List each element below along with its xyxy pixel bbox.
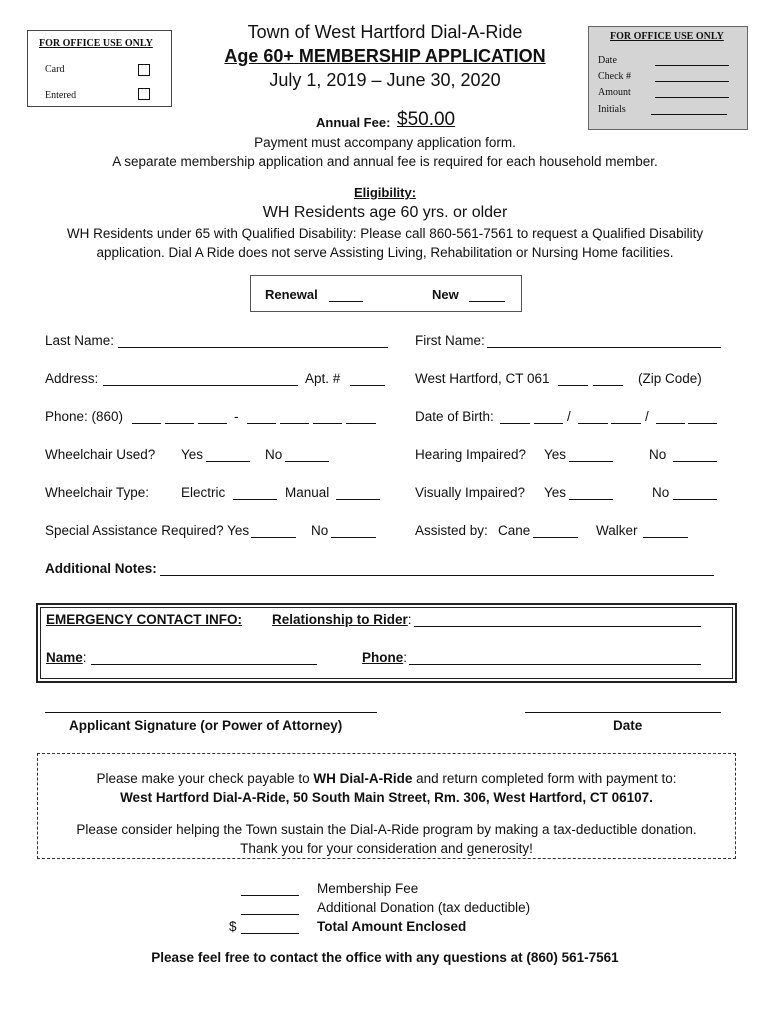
relationship-label: Relationship to Rider [272,612,408,627]
wheelchair-used-label: Wheelchair Used? [45,447,156,462]
dob-label: Date of Birth: [415,409,494,424]
assisted-by-label: Assisted by: [415,523,488,538]
dob-slash-2: / [645,409,649,424]
emergency-name-field[interactable] [91,650,317,665]
wheelchair-type-label: Wheelchair Type: [45,485,150,500]
annual-fee-label: Annual Fee: [316,115,391,130]
dob-day-1[interactable] [578,409,608,424]
renewal-label: Renewal [265,287,318,302]
zip-label: (Zip Code) [638,371,702,386]
total-field[interactable] [241,919,299,934]
household-note: A separate membership application and annual fee is required for each household member. [112,154,658,169]
relationship-label-group [272,612,412,627]
payable-pre: Please make your check payable to [96,771,314,786]
phone-field-1[interactable] [132,409,161,424]
emergency-phone-label: Phone [362,650,404,665]
dollar-sign: $ [229,919,237,934]
office-date-label: Date [598,55,617,66]
visually-yes-field[interactable] [569,485,613,500]
signature-label: Applicant Signature (or Power of Attorney) [69,718,343,733]
emergency-contact-box [36,603,737,683]
walker-field[interactable] [643,523,688,538]
eligibility-text-1: WH Residents under 65 with Qualified Disability: Please call 860-561-7561 to request a Qualified Disability [66,226,704,241]
last-name-field[interactable] [118,333,388,348]
last-name-label: Last Name: [45,333,115,348]
phone-field-7[interactable] [346,409,376,424]
hearing-no-label: No [649,447,667,462]
cane-label: Cane [498,523,531,538]
wheelchair-used-no-label: No [265,447,283,462]
dob-slash-1: / [567,409,571,424]
payable-name: WH Dial-A-Ride [313,771,413,786]
additional-notes-field[interactable] [160,561,714,576]
form-title: Town of West Hartford Dial-A-Ride [247,22,523,42]
contact-footer: Please feel free to contact the office with any questions at (860) 561-7561 [151,950,619,965]
relationship-field[interactable] [414,612,701,627]
additional-notes-label: Additional Notes: [45,561,157,576]
office-entered-label: Entered [45,90,77,101]
apt-field[interactable] [350,371,385,386]
emergency-name-label: Name [46,650,83,665]
walker-label: Walker [596,523,638,538]
donation-request: Please consider helping the Town sustain the Dial-A-Ride program by making a tax-deductible donation. [76,822,697,837]
zip-field-2[interactable] [593,371,623,386]
emergency-phone-colon: : [403,650,408,665]
relationship-colon: : [407,612,412,627]
mailing-address: West Hartford Dial-A-Ride, 50 South Main Street, Rm. 306, West Hartford, CT 06107. [120,790,653,805]
phone-field-4[interactable] [247,409,276,424]
payment-instructions-box [37,753,736,859]
office-amount-label: Amount [598,87,631,98]
payable-post: and return completed form with payment to: [412,771,677,786]
payment-note: Payment must accompany application form. [254,135,516,150]
phone-field-3[interactable] [198,409,227,424]
phone-field-2[interactable] [165,409,194,424]
electric-field[interactable] [233,485,277,500]
manual-label: Manual [285,485,330,500]
membership-fee-label: Membership Fee [317,881,419,896]
first-name-field[interactable] [487,333,721,348]
new-blank[interactable] [469,287,505,302]
wheelchair-used-yes-field[interactable] [206,447,250,462]
wheelchair-used-no-field[interactable] [285,447,329,462]
office-initials-line[interactable] [651,114,727,115]
donation-field[interactable] [241,900,299,915]
emergency-heading: EMERGENCY CONTACT INFO: [46,612,243,627]
dob-year-2[interactable] [688,409,717,424]
address-label: Address: [45,371,99,386]
hearing-no-field[interactable] [673,447,717,462]
cane-field[interactable] [533,523,578,538]
thank-you-note: Thank you for your consideration and generosity! [240,841,533,856]
renewal-blank[interactable] [329,287,363,302]
annual-fee-value: $50.00 [397,109,456,130]
emergency-phone-label-group [362,650,407,665]
wheelchair-used-yes-label: Yes [181,447,204,462]
emergency-name-label-group [46,650,87,665]
phone-field-6[interactable] [313,409,342,424]
zip-field-1[interactable] [558,371,588,386]
special-yes-field[interactable] [251,523,296,538]
visually-yes-label: Yes [544,485,567,500]
form-subtitle: Age 60+ MEMBERSHIP APPLICATION [224,46,546,66]
donation-label: Additional Donation (tax deductible) [317,900,531,915]
dob-year-1[interactable] [656,409,685,424]
phone-label: Phone: (860) [45,409,124,424]
signature-line[interactable] [45,712,377,713]
form-date-range: July 1, 2019 – June 30, 2020 [269,70,501,90]
address-field[interactable] [103,371,298,386]
eligibility-subheading: WH Residents age 60 yrs. or older [262,204,508,221]
dob-day-2[interactable] [611,409,641,424]
first-name-label: First Name: [415,333,485,348]
office-initials-label: Initials [598,104,626,115]
renewal-new-box [250,275,522,312]
special-no-field[interactable] [331,523,376,538]
signature-date-line[interactable] [525,712,721,713]
office-amount-line[interactable] [655,97,729,98]
membership-fee-field[interactable] [241,881,299,896]
office-use-header: FOR OFFICE USE ONLY [39,38,153,49]
payable-line [38,771,735,786]
apt-label: Apt. # [305,371,341,386]
visually-no-field[interactable] [673,485,717,500]
city-state-label: West Hartford, CT 061 [415,371,550,386]
total-label: Total Amount Enclosed [317,919,467,934]
phone-dash: - [234,409,239,424]
phone-field-5[interactable] [280,409,309,424]
visually-no-label: No [652,485,670,500]
eligibility-text-2: application. Dial A Ride does not serve Assisting Living, Rehabilitation or Nursing Home facilities. [96,245,674,260]
hearing-impaired-label: Hearing Impaired? [415,447,527,462]
special-assistance-label: Special Assistance Required? Yes [45,523,250,538]
emergency-phone-field[interactable] [409,650,701,665]
new-label: New [432,287,459,302]
office-check-label: Check # [598,71,632,82]
manual-field[interactable] [336,485,380,500]
special-no-label: No [311,523,329,538]
emergency-name-colon: : [82,650,87,665]
dob-month-1[interactable] [500,409,530,424]
office-card-label: Card [45,64,65,75]
signature-date-label: Date [613,718,643,733]
office-use-header: FOR OFFICE USE ONLY [610,31,724,42]
dob-month-2[interactable] [534,409,563,424]
electric-label: Electric [181,485,226,500]
hearing-yes-field[interactable] [569,447,613,462]
hearing-yes-label: Yes [544,447,567,462]
eligibility-heading: Eligibility: [353,185,417,200]
visually-impaired-label: Visually Impaired? [415,485,526,500]
